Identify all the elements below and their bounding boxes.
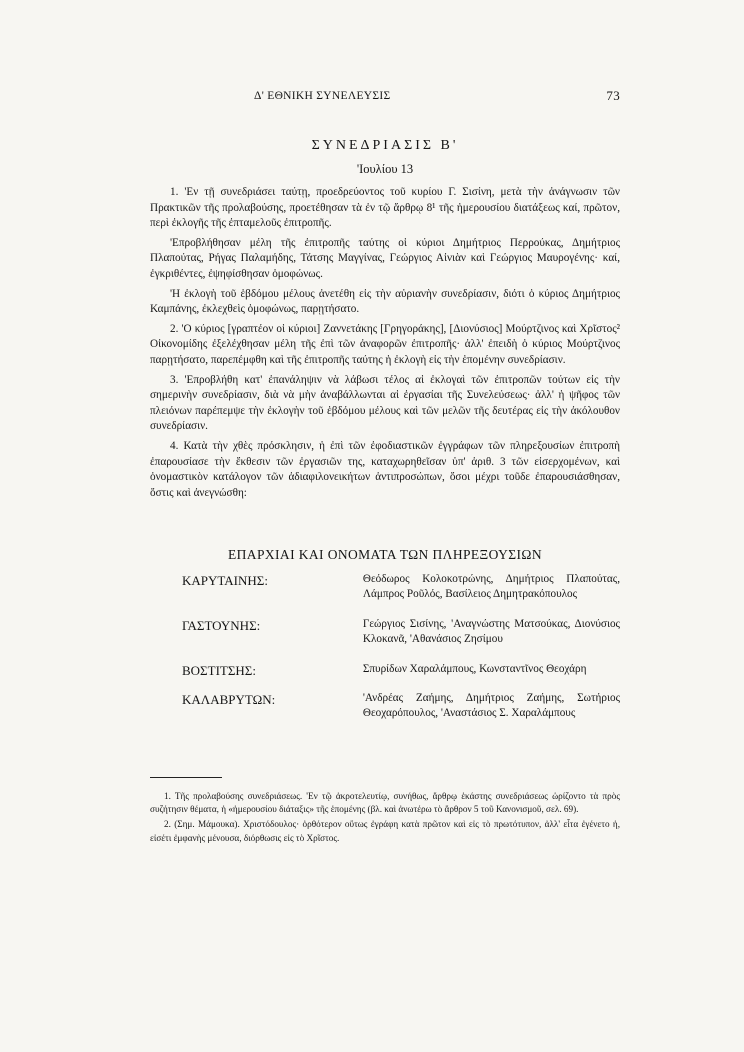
representatives: Θεόδωρος Κολοκοτρώνης, Δημήτριος Πλαπούτας, Λάμπρος Ροῦλός, Βασίλειος Δημητρακόπουλος [362,573,620,601]
page-number: 73 [606,88,620,103]
table-row [150,617,620,662]
body-text [150,185,620,505]
footnotes [150,790,620,847]
province-name: ΚΑΛΑΒΡΥΤΩΝ: [182,692,276,708]
province-name: ΚΑΡΥΤΑΙΝΗΣ: [182,573,268,588]
table-title: ΕΠΑΡΧΙΑΙ ΚΑΙ ΟΝΟΜΑΤΑ ΤΩΝ ΠΛΗΡΕΞΟΥΣΙΩΝ [228,547,542,562]
footnote: 1. Τῆς προλαβούσης συνεδριάσεως. 'Εν τῷ ἀκροτελευτίῳ, συνήθως, ἄρθρῳ ἑκάστης συνεδριάσεως ὡρίζοντο τὰ πρὸς συζήτησιν θέματα, ἡ «ἡμερουσίου διάταξις» τῆς ἑπομένης (βλ. καὶ ἀνωτέρω τὸ ἄρθρον 5 τοῦ Κανονισμοῦ, σελ. 69). [150,791,620,815]
province-name: ΒΟΣΤΙΤΣΗΣ: [182,662,256,678]
province-name: ΓΑΣΤΟΥΝΗΣ: [182,617,261,633]
paragraph: 2. 'Ο κύριος [γραπτέον οἱ κύριοι] Ζαννετάκης [Γρηγοράκης], [Διονύσιος] Μούρτζινος καὶ Χρῖστος² Οἰκονομίδης ἐξελέχθησαν μέλη τῆς ἐπὶ τῶν ἀναφορῶν ἐπιτροπῆς· ἀλλ' ἐπειδὴ ὁ κύριος Μούρτζινος παρῃτήσατο, παρεπέμφθη καὶ τῆς ἐπιτροπῆς ταύτης ἡ ἐκλογὴ εἰς τὴν ἑπομένην συνεδρίασιν. [150,322,620,366]
paragraph: 'Επροβλήθησαν μέλη τῆς ἐπιτροπῆς ταύτης οἱ κύριοι Δημήτριος Περρούκας, Δημήτριος Πλαπούτας, Ρήγας Παλαμήδης, Τάτσης Μαγγίνας, Γεώργιος Αἰνιὰν καὶ Γεώργιος Μαυρογένης· καί, ἐγκριθέντες, ἐψηφίσθησαν ὁμοφώνως. [150,236,620,280]
representatives: 'Ανδρέας Ζαήμης, Δημήτριος Ζαήμης, Σωτήριος Θεοχαρόπουλος, 'Αναστάσιος Σ. Χαραλάμπους [362,692,620,720]
representatives: Σπυρίδων Χαραλάμπους, Κωνσταντῖνος Θεοχάρη [362,662,587,675]
paragraph: 4. Κατὰ τὴν χθὲς πρόσκλησιν, ἡ ἐπὶ τῶν ἐφοδιαστικῶν ἐγγράφων τῶν πληρεξουσίων ἐπιτροπὴ ἐπαρουσίασε τὴν ἔκθεσιν τῶν ἐργασιῶν της, καταχωρηθεῖσαν ὑπ' ἀριθ. 3 τῶν εἰσερχομένων, καὶ ὀνομαστικὸν κατάλογον τῶν ἀδιαφιλονεικήτων ἀντιπροσώπων, ὅσοι μέχρι τοῦδε ἐπαρουσιάσθησαν, ὅστις καὶ ἀνεγνώσθη: [150,439,620,499]
session-title: ΣΥΝΕΔΡΙΑΣΙΣ Β' [311,138,459,153]
paragraph: 3. 'Επροβλήθη κατ' ἐπανάληψιν νὰ λάβωσι τέλος αἱ ἐκλογαὶ τῶν ἐπιτροπῶν τούτων εἰς τὴν σημερινὴν συνεδρίασιν, διὰ νὰ μὴν ἀναβάλλωνται αἱ ἐργασίαι τῆς Συνελεύσεως· ἀλλ' ἡ ψῆφος τῶν πλειόνων παρέπεμψε τὴν ἐκλογὴν τοῦ ἑβδόμου μέλους καὶ τῶν μελῶν τῆς δευτέρας εἰς τὴν ἀκόλουθον συνεδρίασιν. [150,373,620,433]
paragraph: 'Η ἐκλογὴ τοῦ ἑβδόμου μέλους ἀνετέθη εἰς τὴν αὐριανὴν συνεδρίασιν, διότι ὁ κύριος Δημήτριος Καμπάνης, ἐκλεχθεὶς ὁμοφώνως, παρῃτήσατο. [150,287,620,316]
footnote: 2. (Σημ. Μάμουκα). Χριστόδουλος· ὀρθότερον οὕτως ἐγράφη κατὰ πρῶτον καὶ εἰς τὸ πρωτότυπον, ἀλλ' εἶτα ἐγένετο ἡ, εἰσέτι ἐμφανὴς μένουσα, διόρθωσις εἰς τὸ Χρῖστος. [150,819,620,843]
representatives: Γεώργιος Σισίνης, 'Αναγνώστης Ματσούκας, Διονύσιος Κλοκανᾶ, 'Αθανάσιος Ζησίμου [362,617,620,646]
footnote-divider [150,777,222,778]
table-row [150,662,620,691]
running-title: Δ' ΕΘΝΙΚΗ ΣΥΝΕΛΕΥΣΙΣ [254,90,391,102]
paragraph: 1. 'Εν τῇ συνεδριάσει ταύτῃ, προεδρεύοντος τοῦ κυρίου Γ. Σισίνη, μετὰ τὴν ἀνάγνωσιν τῶν Πρακτικῶν τῆς προλαβούσης, προετέθησαν τὰ ἐν τῷ ἄρθρῳ 8¹ τῆς ἡμερουσίου διατάξεως καί, πρῶτον, περὶ ἐκλογῆς τῆς ἐπταμελοῦς ἐπιτροπῆς. [150,186,620,230]
table-row [150,572,620,617]
table-row [150,691,620,736]
session-date: 'Ιουλίου 13 [356,162,414,176]
provinces-table [150,572,620,736]
